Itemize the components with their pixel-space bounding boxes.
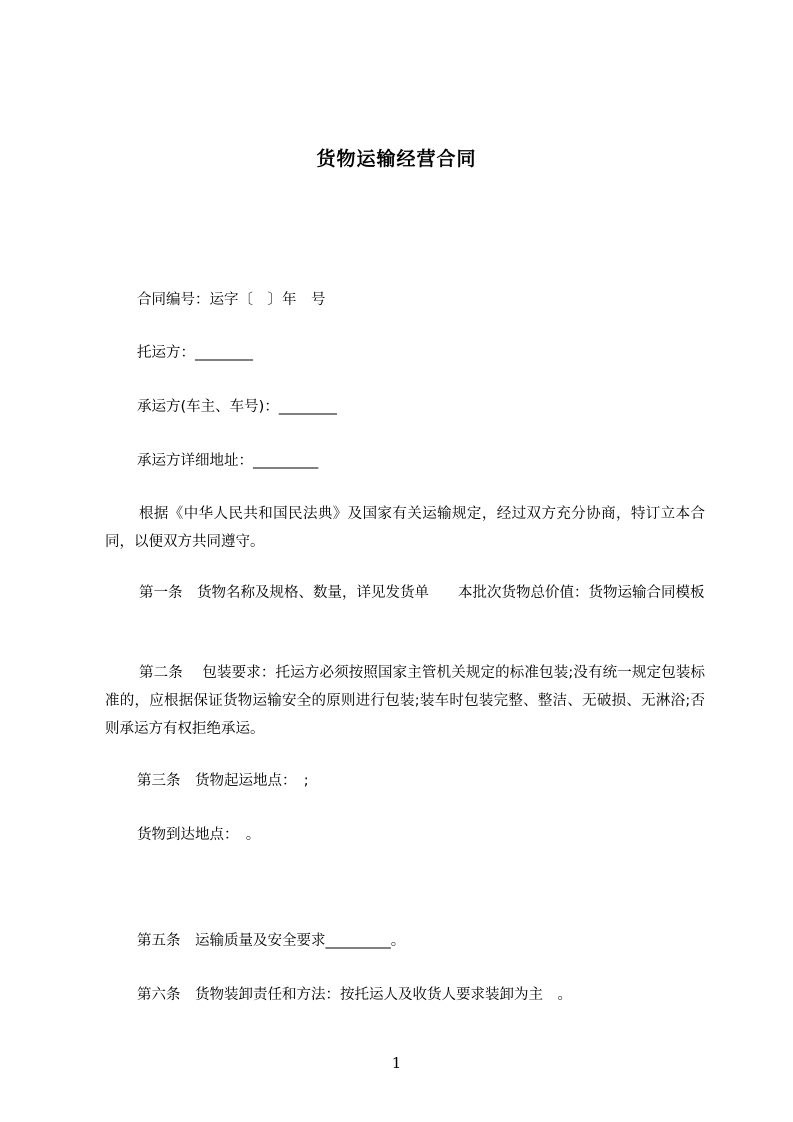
preamble-paragraph: 根据《中华人民共和国民法典》及国家有关运输规定，经过双方充分协商，特订立本合同，以便双方共同遵守。 — [105, 506, 705, 550]
destination-line: 货物到达地点： 。 — [137, 827, 261, 843]
article-3-line: 第三条 货物起运地点： ; — [137, 773, 309, 789]
article-2-paragraph: 第二条 包装要求：托运方必须按照国家主管机关规定的标准包装;没有统一规定包装标准的，应根据保证货物运输安全的原则进行包装;装车时包装完整、整洁、无破损、无淋浴;否则承运方有权拒绝承运。 — [105, 665, 705, 737]
page-number: 1 — [391, 1054, 402, 1072]
shipper-line: 托运方：________ — [137, 345, 253, 361]
document-title: 货物运输经营合同 — [316, 148, 477, 170]
article-5-line: 第五条 运输质量及安全要求_________。 — [137, 933, 406, 949]
article-6-line: 第六条 货物装卸责任和方法：按托运人及收货人要求装卸为主 。 — [137, 987, 572, 1003]
article-1-paragraph: 第一条 货物名称及规格、数量，详见发货单 本批次货物总价值：货物运输合同模板 — [139, 585, 705, 601]
contract-number-line: 合同编号：运字〔 〕年 号 — [137, 292, 326, 308]
carrier-line: 承运方(车主、车号)：________ — [137, 399, 337, 415]
carrier-address-line: 承运方详细地址：_________ — [137, 453, 319, 469]
